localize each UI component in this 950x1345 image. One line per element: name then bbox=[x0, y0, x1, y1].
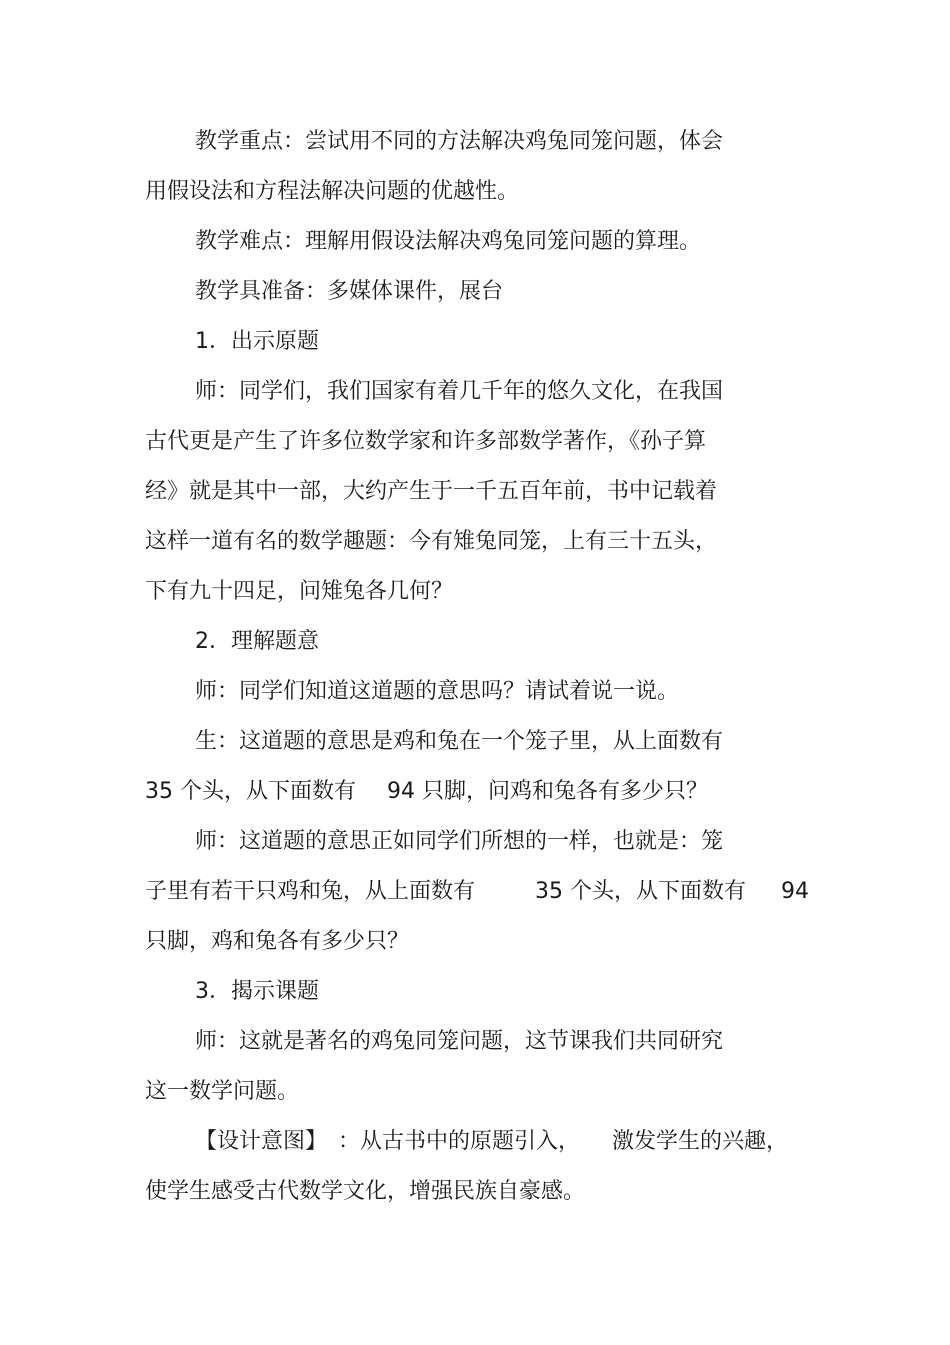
section-heading: 3．揭示课题 bbox=[195, 979, 319, 1004]
paragraph-line: 下有九十四足，问雉兔各几何？ bbox=[145, 579, 454, 604]
paragraph-segment: 35 个头，从下面数有 bbox=[145, 779, 356, 804]
paragraph-segment: 激发学生的兴趣， bbox=[612, 1129, 789, 1154]
paragraph-line: 使学生感受古代数学文化，增强民族自豪感。 bbox=[145, 1179, 586, 1204]
paragraph-line: 师：这道题的意思正如同学们所想的一样，也就是：笼 bbox=[195, 829, 724, 854]
section-heading: 2．理解题意 bbox=[195, 629, 319, 654]
paragraph-line: 用假设法和方程法解决问题的优越性。 bbox=[145, 179, 520, 204]
paragraph-line: 这样一道有名的数学趣题：今有雉兔同笼，上有三十五头， bbox=[145, 529, 718, 554]
paragraph-segment: 35 个头，从下面数有 bbox=[535, 879, 746, 904]
paragraph-segment: ：从古书中的原题引入， bbox=[338, 1129, 581, 1154]
paragraph-line: 这一数学问题。 bbox=[145, 1079, 300, 1104]
paragraph-line: 古代更是产生了许多位数学家和许多部数学著作，《孙子算 bbox=[145, 429, 707, 454]
paragraph-line: 师：这就是著名的鸡兔同笼问题，这节课我们共同研究 bbox=[195, 1029, 724, 1054]
paragraph-line: 教学重点：尝试用不同的方法解决鸡兔同笼问题，体会 bbox=[195, 129, 724, 154]
paragraph-line: 只脚，鸡和兔各有多少只？ bbox=[145, 929, 410, 954]
design-intent-label: 【设计意图】 bbox=[195, 1129, 328, 1154]
paragraph-line: 师：同学们知道这道题的意思吗？请试着说一说。 bbox=[195, 679, 680, 704]
paragraph-line: 教学具准备：多媒体课件，展台 bbox=[195, 279, 504, 304]
paragraph-line: 教学难点：理解用假设法解决鸡兔同笼问题的算理。 bbox=[195, 229, 702, 254]
paragraph-segment: 94 只脚，问鸡和兔各有多少只？ bbox=[387, 779, 708, 804]
paragraph-segment: 子里有若干只鸡和兔，从上面数有 bbox=[145, 879, 476, 904]
paragraph-segment: 94 bbox=[781, 879, 809, 904]
section-heading: 1．出示原题 bbox=[195, 329, 319, 354]
paragraph-line: 经》就是其中一部，大约产生于一千五百年前，书中记载着 bbox=[145, 479, 718, 504]
paragraph-line: 生：这道题的意思是鸡和兔在一个笼子里，从上面数有 bbox=[195, 729, 724, 754]
paragraph-line: 师：同学们，我们国家有着几千年的悠久文化，在我国 bbox=[195, 379, 724, 404]
